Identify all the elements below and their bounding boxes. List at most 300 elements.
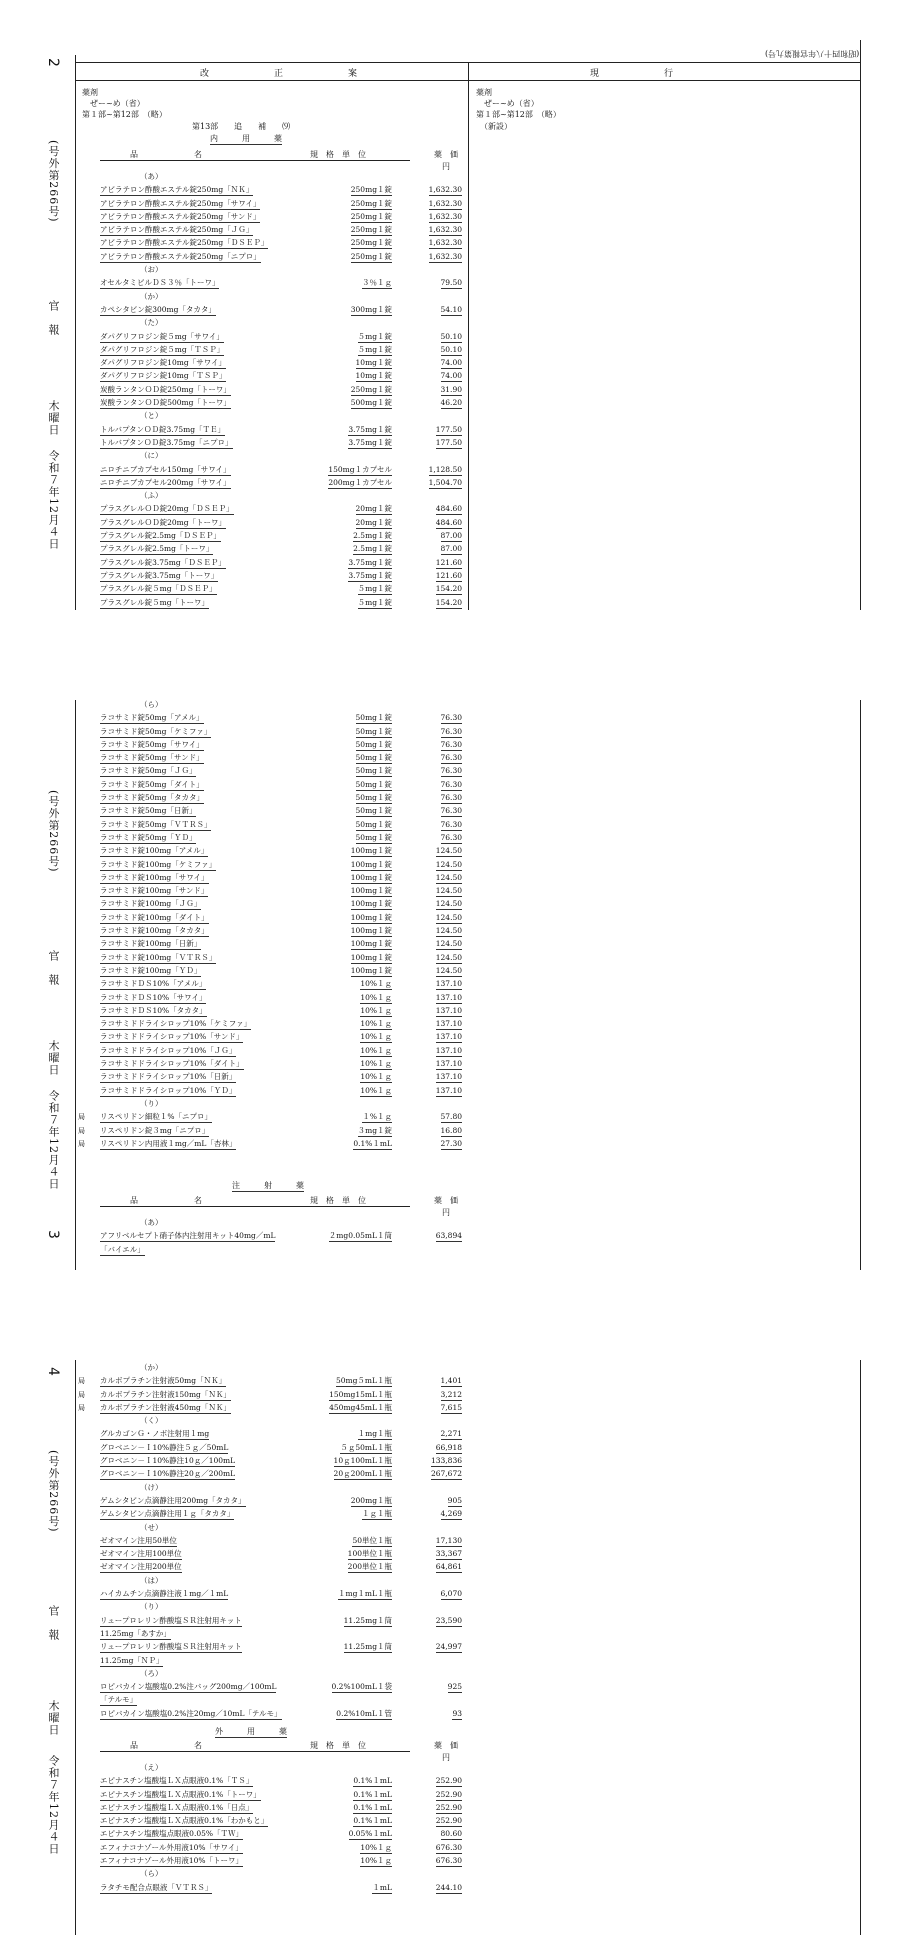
table-row xyxy=(100,1629,462,1642)
drug-name: ラコサミドＤＳ10%「タカタ」 xyxy=(100,1005,207,1015)
table-row xyxy=(78,1402,462,1416)
drug-name: プラスグレル錠５mg「ＤＳＥＰ」 xyxy=(100,584,217,594)
table-row xyxy=(100,252,462,265)
drug-name: ラコサミド錠50mg「ＪＧ」 xyxy=(100,766,197,776)
drug-price: 1,401 xyxy=(440,1376,462,1386)
drug-price: 31.90 xyxy=(440,384,462,394)
day-label: 木曜日 xyxy=(47,400,60,436)
table-row xyxy=(78,1125,462,1139)
drug-price: 177.50 xyxy=(435,424,462,434)
drug-name: リスペリドン錠３mg「ニプロ」 xyxy=(100,1125,210,1135)
drug-name: ダパグリフロジン錠10mg「ＴＳＰ」 xyxy=(100,371,227,381)
spec-unit: 250mg１錠 xyxy=(350,384,392,394)
drug-name: エピナスチン塩酸塩ＬＸ点眼液0.1%「トーワ」 xyxy=(100,1789,261,1799)
table-row xyxy=(100,820,462,833)
section-title: 第13部 追 補 ⑼ xyxy=(192,122,291,131)
spec-unit: 50mg１錠 xyxy=(355,832,392,842)
drug-name: ラタチモ配合点眼液「ＶＴＲＳ」 xyxy=(100,1882,213,1892)
header-price: 薬 価 xyxy=(434,1196,458,1205)
spec-unit: 0.1%１mL xyxy=(353,1776,392,1786)
table-row xyxy=(100,425,462,438)
table-row xyxy=(100,806,462,819)
spec-unit: 50mg１錠 xyxy=(355,819,392,829)
spec-unit: 200単位１瓶 xyxy=(347,1562,392,1572)
spec-unit: ２mg0.05mL１筒 xyxy=(328,1231,392,1241)
drug-name: 炭酸ランタンＯＤ錠250mg「トーワ」 xyxy=(100,384,231,394)
drug-name: プラスグレル錠3.75mg「ＤＳＥＰ」 xyxy=(100,557,226,567)
drug-name: ラコサミドドライシロップ10%「ＹＤ」 xyxy=(100,1085,237,1095)
spec-unit: 0.1%１mL xyxy=(353,1789,392,1799)
drug-name: ゼオマイン注用50単位 xyxy=(100,1535,177,1545)
drug-price: 50.10 xyxy=(440,344,462,354)
table-row xyxy=(100,544,462,557)
right-intro-1: 薬剤 xyxy=(476,88,492,97)
table-row xyxy=(100,504,462,517)
header-item: 品 名 xyxy=(130,150,202,159)
kana-heading xyxy=(100,1669,462,1682)
drug-price: 137.10 xyxy=(435,1059,462,1069)
table-row xyxy=(100,740,462,753)
table-row xyxy=(100,225,462,238)
issue-label: (号外第266号) xyxy=(47,790,60,873)
drug-price: 137.10 xyxy=(435,1032,462,1042)
drug-price: 267,672 xyxy=(430,1469,462,1479)
injection-table-page4 xyxy=(78,1363,462,1722)
drug-price: 23,590 xyxy=(435,1615,462,1625)
spec-unit: 50mg５mL１瓶 xyxy=(335,1376,392,1386)
table-row xyxy=(100,727,462,740)
table-row xyxy=(100,713,462,726)
table-row xyxy=(100,1046,462,1059)
table-row xyxy=(100,780,462,793)
table-row xyxy=(100,1829,462,1842)
drug-price: 137.10 xyxy=(435,1019,462,1029)
spec-unit: 10mg１錠 xyxy=(355,371,392,381)
drug-price: 154.20 xyxy=(435,584,462,594)
right-intro-3: 第１部~第12部 （略） xyxy=(476,110,561,119)
drug-name: 炭酸ランタンＯＤ錠500mg「トーワ」 xyxy=(100,398,231,408)
spec-unit: 100mg１錠 xyxy=(350,859,392,869)
table-row xyxy=(100,278,462,291)
table-row xyxy=(100,1695,462,1708)
table-row xyxy=(100,1496,462,1509)
drug-name: ダパグリフロジン錠10mg「サワイ」 xyxy=(100,358,226,368)
table-row xyxy=(100,873,462,886)
drug-price: 925 xyxy=(447,1682,462,1692)
drug-price: 121.60 xyxy=(435,557,462,567)
drug-price: 1,632.30 xyxy=(428,225,462,235)
table-row xyxy=(100,1536,462,1549)
spec-unit: 11.25mg１筒 xyxy=(343,1642,392,1652)
table-row xyxy=(100,1589,462,1602)
spec-unit: 10%１ｇ xyxy=(360,979,392,989)
drug-name: カルボプラチン注射液150mg「ＮＫ」 xyxy=(100,1389,231,1399)
spec-unit: １mg１mL１瓶 xyxy=(337,1589,392,1599)
spec-unit: 50mg１錠 xyxy=(355,806,392,816)
drug-name: アフリベルセプト硝子体内注射用キット40mg／mL xyxy=(100,1231,276,1241)
spec-unit: 50mg１錠 xyxy=(355,766,392,776)
header-price: 薬 価 xyxy=(434,150,458,159)
table-row xyxy=(100,1456,462,1469)
drug-price: 1,632.30 xyxy=(428,251,462,261)
kana-heading xyxy=(100,1869,462,1882)
drug-price: 17,130 xyxy=(435,1535,462,1545)
drug-name: プラスグレルＯＤ錠20mg「ＤＳＥＰ」 xyxy=(100,504,234,514)
drug-price: 133,836 xyxy=(430,1456,462,1466)
spec-unit: 10%１ｇ xyxy=(360,1045,392,1055)
drug-name: ニロチニブカプセル200mg「サワイ」 xyxy=(100,477,231,487)
drug-price: 74.00 xyxy=(440,371,462,381)
table-row xyxy=(100,793,462,806)
drug-price: 63,894 xyxy=(435,1231,462,1241)
injection-table-page3 xyxy=(100,1218,462,1258)
drug-name: ハイカムチン点滴静注液１mg／１mL xyxy=(100,1589,229,1599)
drug-table-page3 xyxy=(78,700,462,1152)
drug-price: 124.50 xyxy=(435,939,462,949)
drug-name: 11.25mg「ＮＰ」 xyxy=(100,1655,164,1665)
drug-name: ラコサミド錠100mg「ＶＴＲＳ」 xyxy=(100,952,217,962)
drug-name: ラコサミド錠100mg「ケミファ」 xyxy=(100,859,217,869)
drug-price: 76.30 xyxy=(440,713,462,723)
spec-unit: 50単位１瓶 xyxy=(352,1535,392,1545)
drug-price: 905 xyxy=(447,1495,462,1505)
spec-unit: 100mg１錠 xyxy=(350,872,392,882)
day-label: 木曜日 xyxy=(47,1700,60,1736)
drug-name: エフィナコナゾール外用液10%「トーワ」 xyxy=(100,1856,244,1866)
drug-price: 124.50 xyxy=(435,859,462,869)
pharmacopoeia-mark: 局 xyxy=(78,1126,85,1135)
drug-price: 252.90 xyxy=(435,1776,462,1786)
header-unit: 円 xyxy=(442,162,450,171)
page-2 xyxy=(0,0,920,620)
drug-price: 121.60 xyxy=(435,570,462,580)
table-row xyxy=(100,598,462,611)
drug-name: アビラテロン酢酸エステル錠250mg「サンド」 xyxy=(100,211,261,221)
drug-price: 154.20 xyxy=(435,597,462,607)
drug-name: トルバプタンＯＤ錠3.75mg「ニプロ」 xyxy=(100,437,233,447)
kana-heading xyxy=(100,700,462,713)
table-row xyxy=(100,305,462,318)
kana-label: （お） xyxy=(140,265,163,275)
spec-unit: 0.1%１mL xyxy=(353,1816,392,1826)
table-row xyxy=(100,1032,462,1045)
kana-label: （ら） xyxy=(140,1869,163,1879)
table-row xyxy=(100,1059,462,1072)
drug-price: 1,128.50 xyxy=(428,464,462,474)
drug-name: リスペリドン細粒１%「ニプロ」 xyxy=(100,1112,212,1122)
drug-price: 177.50 xyxy=(435,437,462,447)
header-spec: 規 格 単 位 xyxy=(310,150,366,159)
spec-unit: 100mg１錠 xyxy=(350,899,392,909)
drug-name: ラコサミドドライシロップ10%「サンド」 xyxy=(100,1032,244,1042)
spec-unit: １ｇ１瓶 xyxy=(362,1509,392,1519)
drug-price: 76.30 xyxy=(440,806,462,816)
table-row xyxy=(100,1883,462,1896)
table-row xyxy=(100,766,462,779)
drug-price: 64,861 xyxy=(435,1562,462,1572)
page-number: 2 xyxy=(45,58,61,68)
drug-price: 54.10 xyxy=(440,304,462,314)
drug-table-page2 xyxy=(100,172,462,611)
spec-unit: 0.2%100mL１袋 xyxy=(331,1682,392,1692)
kana-heading xyxy=(100,1576,462,1589)
drug-price: 76.30 xyxy=(440,779,462,789)
table-row xyxy=(100,913,462,926)
left-intro-1: 薬剤 xyxy=(82,88,98,97)
table-row xyxy=(100,1549,462,1562)
table-row xyxy=(100,371,462,384)
header-unit: 円 xyxy=(442,1753,450,1762)
spec-unit: 50mg１錠 xyxy=(355,739,392,749)
drug-name: ラコサミドドライシロップ10%「ダイト」 xyxy=(100,1059,244,1069)
table-row xyxy=(100,332,462,345)
drug-name: ラコサミド錠50mg「ＹＤ」 xyxy=(100,832,197,842)
drug-name: ラコサミド錠100mg「タカタ」 xyxy=(100,926,209,936)
drug-name: エピナスチン塩酸塩ＬＸ点眼液0.1%「わかもと」 xyxy=(100,1816,269,1826)
drug-price: 137.10 xyxy=(435,1085,462,1095)
drug-name: ラコサミド錠50mg「サンド」 xyxy=(100,753,204,763)
drug-name: ラコサミドＤＳ10%「アメル」 xyxy=(100,979,207,989)
drug-price: 137.10 xyxy=(435,1005,462,1015)
spec-unit: 50mg１錠 xyxy=(355,713,392,723)
spec-unit: 2.5mg１錠 xyxy=(353,544,392,554)
drug-name: ダパグリフロジン錠５mg「ＴＳＰ」 xyxy=(100,344,225,354)
table-row xyxy=(100,1469,462,1482)
drug-price: 124.50 xyxy=(435,926,462,936)
spec-unit: 100mg１錠 xyxy=(350,886,392,896)
kana-label: （あ） xyxy=(140,1218,163,1227)
drug-price: 124.50 xyxy=(435,872,462,882)
table-row xyxy=(100,886,462,899)
header-item: 品 名 xyxy=(130,1196,202,1205)
table-row xyxy=(100,478,462,491)
kana-heading xyxy=(100,1523,462,1536)
spec-unit: 2.5mg１錠 xyxy=(353,531,392,541)
drug-name: アビラテロン酢酸エステル錠250mg「ニプロ」 xyxy=(100,251,261,261)
table-row xyxy=(100,899,462,912)
drug-price: 3,212 xyxy=(440,1389,462,1399)
kana-heading xyxy=(100,1602,462,1615)
spec-unit: ５mg１錠 xyxy=(357,331,392,341)
drug-price: 76.30 xyxy=(440,793,462,803)
spec-unit: 10%１ｇ xyxy=(360,1059,392,1069)
drug-name: ゲムシタビン点滴静注用200mg「タカタ」 xyxy=(100,1495,246,1505)
table-row xyxy=(100,1843,462,1856)
spec-unit: 3.75mg１錠 xyxy=(348,437,392,447)
drug-name: 11.25mg「あすか」 xyxy=(100,1628,171,1638)
table-row xyxy=(100,979,462,992)
drug-price: 57.80 xyxy=(440,1112,462,1122)
drug-price: 124.50 xyxy=(435,846,462,856)
table-row xyxy=(100,531,462,544)
drug-name: カルボプラチン注射液50mg「ＮＫ」 xyxy=(100,1376,227,1386)
drug-name: ラコサミド錠50mg「ＶＴＲＳ」 xyxy=(100,819,212,829)
drug-price: 6,070 xyxy=(440,1589,462,1599)
drug-name: ロピバカイン塩酸塩0.2%注バッグ200mg／100mL xyxy=(100,1682,277,1692)
table-row xyxy=(100,1816,462,1829)
date-label: 令和７年12月４日 xyxy=(47,450,60,550)
drug-price: 137.10 xyxy=(435,979,462,989)
table-row xyxy=(100,953,462,966)
table-row xyxy=(100,558,462,571)
kana-label: （り） xyxy=(140,1602,163,1612)
drug-name: トルバプタンＯＤ錠3.75mg「ＴＥ」 xyxy=(100,424,226,434)
table-row xyxy=(100,212,462,225)
kana-label: （せ） xyxy=(140,1522,163,1532)
drug-price: 1,504.70 xyxy=(428,477,462,487)
drug-name: ゼオマイン注用100単位 xyxy=(100,1549,182,1559)
drug-name: グルカゴンＧ・ノボ注射用１mg xyxy=(100,1429,210,1439)
left-intro-3: 第１部~第12部 （略） xyxy=(82,110,167,119)
spec-unit: １mg１瓶 xyxy=(357,1429,392,1439)
table-row xyxy=(100,385,462,398)
spec-unit: 0.1%１mL xyxy=(353,1802,392,1812)
drug-name: グロベニン－Ｉ10%静注10ｇ／100mL xyxy=(100,1456,236,1466)
drug-name: 「テルモ」 xyxy=(100,1695,138,1705)
drug-name: ラコサミド錠50mg「ダイト」 xyxy=(100,779,204,789)
spec-unit: 3.75mg１錠 xyxy=(348,557,392,567)
spec-unit: 10%１ｇ xyxy=(360,1856,392,1866)
spec-unit: 150mg15mL１瓶 xyxy=(329,1389,392,1399)
header-item: 品 名 xyxy=(130,1741,202,1750)
drug-price: 76.30 xyxy=(440,753,462,763)
drug-name: プラスグレルＯＤ錠20mg「トーワ」 xyxy=(100,517,227,527)
spec-unit: 250mg１錠 xyxy=(350,225,392,235)
spec-unit: 10%１ｇ xyxy=(360,1032,392,1042)
drug-name: ラコサミドドライシロップ10%「日新」 xyxy=(100,1072,237,1082)
issue-label: (号外第266号) xyxy=(47,140,60,223)
drug-price: 244.10 xyxy=(435,1882,462,1892)
table-row xyxy=(100,1616,462,1629)
spec-unit: 100mg１錠 xyxy=(350,926,392,936)
drug-name: ロピバカイン塩酸塩0.2%注20mg／10mL「テルモ」 xyxy=(100,1708,282,1718)
spec-unit: 100mg１錠 xyxy=(350,939,392,949)
table-row xyxy=(100,1709,462,1722)
table-row xyxy=(100,199,462,212)
kana-heading xyxy=(100,172,462,185)
drug-price: 1,632.30 xyxy=(428,185,462,195)
header-current: 現 行 xyxy=(590,69,702,79)
left-intro-2: ぜー~め（省） xyxy=(82,99,145,108)
drug-name: エフィナコナゾール外用液10%「サワイ」 xyxy=(100,1842,243,1852)
gazette-label: 官 報 xyxy=(47,300,60,336)
kana-label: （ふ） xyxy=(140,491,163,501)
header-unit: 円 xyxy=(442,1208,450,1217)
kana-label: （く） xyxy=(140,1416,163,1426)
drug-price: 676.30 xyxy=(435,1856,462,1866)
spec-unit: ３％１ｇ xyxy=(362,278,392,288)
pharmacopoeia-mark: 局 xyxy=(78,1113,85,1122)
spec-unit: 100mg１錠 xyxy=(350,846,392,856)
drug-price: 676.30 xyxy=(435,1842,462,1852)
drug-name: ラコサミド錠100mg「ダイト」 xyxy=(100,912,209,922)
drug-name: ラコサミド錠50mg「ケミファ」 xyxy=(100,726,212,736)
kana-label: （は） xyxy=(140,1575,163,1585)
drug-name: ゲムシタビン点滴静注用１ｇ「タカタ」 xyxy=(100,1509,235,1519)
kana-label: （ろ） xyxy=(140,1668,163,1678)
drug-price: 16.80 xyxy=(440,1125,462,1135)
spec-unit: 200mg１カプセル xyxy=(328,477,392,487)
kana-heading xyxy=(100,411,462,424)
kana-heading xyxy=(100,1099,462,1112)
kana-label: （ら） xyxy=(140,700,163,709)
spec-unit: 250mg１錠 xyxy=(350,211,392,221)
drug-price: 124.50 xyxy=(435,952,462,962)
drug-name: ラコサミド錠50mg「日新」 xyxy=(100,806,197,816)
spec-unit: 50mg１錠 xyxy=(355,793,392,803)
table-row xyxy=(100,185,462,198)
drug-name: ラコサミド錠100mg「サンド」 xyxy=(100,886,209,896)
table-row xyxy=(100,833,462,846)
spec-unit: 10ｇ100mL１瓶 xyxy=(333,1456,392,1466)
table-row xyxy=(100,238,462,251)
kana-heading xyxy=(100,1483,462,1496)
drug-price: 484.60 xyxy=(435,504,462,514)
kana-label: （か） xyxy=(140,291,163,301)
spec-unit: 10%１ｇ xyxy=(360,992,392,1002)
drug-price: 33,367 xyxy=(435,1549,462,1559)
spec-unit: １%１ｇ xyxy=(362,1112,392,1122)
issue-label: (号外第266号) xyxy=(47,1450,60,1533)
spec-unit: 0.2%10mL１管 xyxy=(336,1708,392,1718)
kana-heading xyxy=(100,491,462,504)
date-label: 令和７年12月４日 xyxy=(47,1090,60,1190)
drug-name: ラコサミド錠50mg「アメル」 xyxy=(100,713,204,723)
spec-unit: 0.05%１mL xyxy=(348,1829,392,1839)
spec-unit: 20ｇ200mL１瓶 xyxy=(333,1469,392,1479)
drug-price: 50.10 xyxy=(440,331,462,341)
table-row xyxy=(100,939,462,952)
kana-heading xyxy=(100,1218,462,1231)
spec-unit: 10%１ｇ xyxy=(360,1842,392,1852)
drug-price: 76.30 xyxy=(440,739,462,749)
spec-unit: 3.75mg１錠 xyxy=(348,570,392,580)
table-row xyxy=(100,1072,462,1085)
drug-name: オセルタミビルＤＳ３％「トーワ」 xyxy=(100,278,220,288)
drug-name: アビラテロン酢酸エステル錠250mg「ＤＳＥＰ」 xyxy=(100,238,269,248)
drug-name: アビラテロン酢酸エステル錠250mg「ＪＧ」 xyxy=(100,225,254,235)
drug-price: 124.50 xyxy=(435,912,462,922)
table-row xyxy=(100,1429,462,1442)
day-label: 木曜日 xyxy=(47,1040,60,1076)
drug-price: 252.90 xyxy=(435,1816,462,1826)
table-row xyxy=(100,1509,462,1522)
drug-name: ダパグリフロジン錠５mg「サワイ」 xyxy=(100,331,224,341)
page-3 xyxy=(0,690,920,1290)
drug-price: 76.30 xyxy=(440,819,462,829)
drug-price: 93 xyxy=(452,1708,462,1718)
pharmacopoeia-mark: 局 xyxy=(78,1377,85,1386)
drug-name: プラスグレル錠５mg「トーワ」 xyxy=(100,597,209,607)
gazette-label: 官 報 xyxy=(47,950,60,986)
kana-label: （け） xyxy=(140,1482,163,1492)
right-intro-4: （新設） xyxy=(480,122,512,131)
spec-unit: 250mg１錠 xyxy=(350,251,392,261)
table-row xyxy=(100,1776,462,1789)
table-row xyxy=(100,1562,462,1575)
drug-name: カルボプラチン注射液450mg「ＮＫ」 xyxy=(100,1402,231,1412)
table-row xyxy=(78,1138,462,1152)
drug-name: ラコサミド錠100mg「日新」 xyxy=(100,939,202,949)
table-row xyxy=(78,1376,462,1389)
table-row xyxy=(100,1656,462,1669)
drug-price: 1,632.30 xyxy=(428,211,462,221)
drug-price: 66,918 xyxy=(435,1442,462,1452)
gaiyo-title: 外 用 薬 xyxy=(215,1727,287,1736)
kana-label: （え） xyxy=(140,1763,163,1772)
table-row xyxy=(100,1231,462,1244)
spec-unit: 250mg１錠 xyxy=(350,238,392,248)
